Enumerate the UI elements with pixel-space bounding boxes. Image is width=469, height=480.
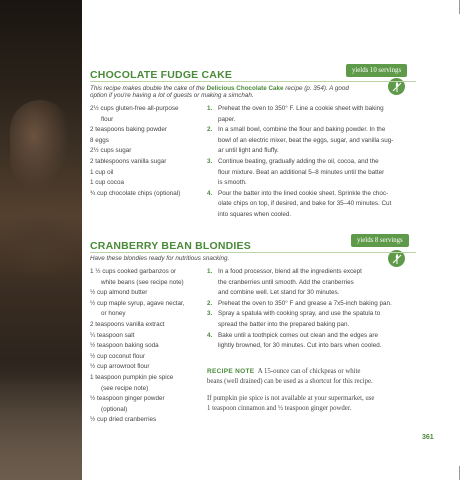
step-number: 4. xyxy=(207,189,213,197)
step-text-line: into squares when cooled. xyxy=(218,210,292,218)
cross-reference-link[interactable]: Delicious Chocolate Cake xyxy=(206,85,284,92)
ingredient-item: 2½ cups gluten-free all-purpose xyxy=(90,105,179,112)
step-text-line: Spray a spatula with cooking spray, and use the spatula to xyxy=(218,310,381,318)
step-number: 2. xyxy=(207,126,213,134)
ingredient-item: 1 teaspoon pumpkin pie spice xyxy=(90,373,174,381)
method-step xyxy=(207,331,417,352)
step-number: 4. xyxy=(207,331,213,339)
step-text-line: Bake until a toothpick comes out clean and the edges are xyxy=(218,331,378,339)
step-text-line: lightly browned, for 30 minutes. Cut into bars when cooled. xyxy=(218,342,382,350)
note-line: If pumpkin pie spice is not available at your supermarket, use xyxy=(207,394,375,402)
step-text-line: the cranberries until smooth. Add the cranberries xyxy=(218,278,354,286)
step-text-line: olate chips on top, if desired, and bake for 35–40 minutes. Cut xyxy=(218,200,392,208)
ingredient-item: 1 ½ cups cooked garbanzos or xyxy=(90,268,177,275)
step-text-line: In a small bowl, combine the flour and baking powder. In the xyxy=(218,126,386,134)
step-text-line: bowl of an electric mixer, beat the eggs, sugar, and vanilla sug- xyxy=(218,136,394,144)
method-step xyxy=(207,309,417,330)
ingredients-list xyxy=(90,267,205,426)
method-step xyxy=(207,104,417,125)
ingredient-item: 8 eggs xyxy=(90,136,109,144)
step-text-line: Pour the batter into the lined cookie sheet. Sprinkle the choc- xyxy=(218,189,389,197)
ingredient-item-continuation: (optional) xyxy=(101,405,128,413)
ingredient-item: 2½ cups sugar xyxy=(90,147,132,155)
ingredient-item: ½ cup almond butter xyxy=(90,289,148,297)
step-text-line: paper. xyxy=(218,115,236,123)
note-line: 1 teaspoon cinnamon and ½ teaspoon ginger powder. xyxy=(207,405,352,413)
ingredient-item: ¼ teaspoon salt xyxy=(90,331,135,339)
ingredient-item: 2 tablespoons vanilla sugar xyxy=(90,157,167,165)
step-text-line: spread the batter into the prepared baking pan. xyxy=(218,320,350,328)
recipe-note xyxy=(207,367,422,415)
step-number: 2. xyxy=(207,299,213,307)
method-step xyxy=(207,157,417,189)
ingredient-item: 2 teaspoons baking powder xyxy=(90,126,168,134)
ingredient-item: 2 teaspoons vanilla extract xyxy=(90,320,165,328)
method-step xyxy=(207,267,417,299)
step-number: 3. xyxy=(207,157,213,165)
ingredient-item: 1 cup oil xyxy=(90,168,114,176)
recipe-note-label: RECIPE NOTE xyxy=(207,368,255,375)
yields-badge: yields 8 servings xyxy=(351,234,409,247)
method-steps xyxy=(207,104,417,221)
recipe-intro: This recipe makes double the cake of the Delicious Chocolate Cake recipe (p. 354). A good option if you're having a lot of guests or making a simchah. xyxy=(90,85,349,99)
step-text-line: Preheat the oven to 350° F and grease a 7x5-inch baking pan. xyxy=(218,299,392,307)
step-text-line: and combine well. Let stand for 30 minutes. xyxy=(218,289,340,297)
step-text-line: In a food processor, blend all the ingredients except xyxy=(218,268,362,275)
step-text-line: ar until light and fluffy. xyxy=(218,147,279,155)
ingredient-item-continuation: flour xyxy=(101,115,114,123)
method-step xyxy=(207,125,417,157)
step-number: 3. xyxy=(207,310,213,318)
step-text-line: Continue beating, gradually adding the oil, cocoa, and the xyxy=(218,157,379,165)
ingredient-item: ½ cup dried cranberries xyxy=(90,416,157,424)
step-number: 1. xyxy=(207,268,213,275)
recipe-intro: Have these blondies ready for nutritious snacking. xyxy=(90,255,230,262)
step-number: 1. xyxy=(207,105,213,112)
method-step xyxy=(207,299,417,310)
ingredients-list xyxy=(90,104,200,199)
note-line: beans (well drained) can be used as a shortcut for this recipe. xyxy=(207,378,373,386)
step-text-line: flour mixture. Beat an additional 5–8 minutes until the batter xyxy=(218,168,385,176)
ingredient-item: 1 cup cocoa xyxy=(90,179,124,187)
food-photo xyxy=(0,0,82,480)
ingredient-item: ½ teaspoon ginger powder xyxy=(90,395,165,403)
ingredient-item-continuation: white beans (see recipe note) xyxy=(101,278,184,286)
step-text-line: Preheat the oven to 350° F. Line a cookie sheet with baking xyxy=(218,105,384,112)
ingredient-item-continuation: or honey xyxy=(101,310,126,318)
yields-badge: yields 10 servings xyxy=(346,64,407,77)
method-steps xyxy=(207,267,417,352)
method-step xyxy=(207,189,417,221)
ingredient-item: ½ cup coconut flour xyxy=(90,352,145,360)
note-line: A 15-ounce can of chickpeas or white xyxy=(257,368,361,375)
ingredient-item: ½ cup maple syrup, agave nectar, xyxy=(90,299,185,307)
crop-mark xyxy=(459,0,460,14)
ingredient-item: ½ cup arrowroot flour xyxy=(90,363,150,371)
ingredient-item: ¾ cup chocolate chips (optional) xyxy=(90,189,181,197)
ingredient-item: ½ teaspoon baking soda xyxy=(90,342,159,350)
recipe-title: CRANBERRY BEAN BLONDIES xyxy=(90,240,251,252)
step-text-line: is smooth. xyxy=(218,179,247,187)
page-number: 361 xyxy=(422,434,434,441)
recipe-title: CHOCOLATE FUDGE CAKE xyxy=(90,69,233,81)
crop-mark xyxy=(459,466,460,480)
ingredient-item-continuation: (see recipe note) xyxy=(101,384,149,392)
